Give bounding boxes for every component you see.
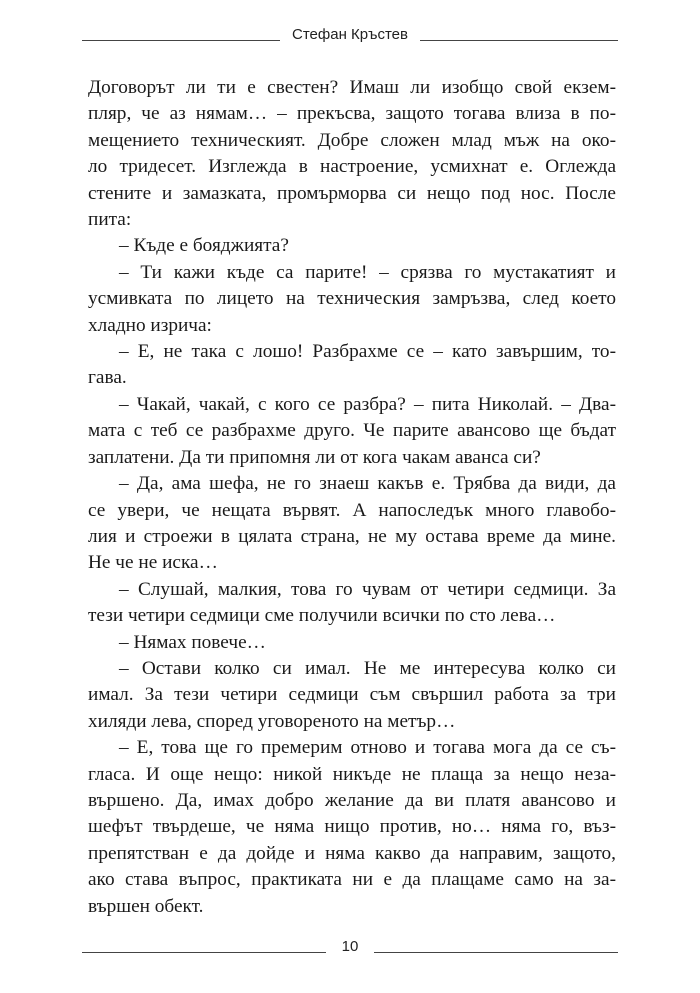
text-line: – Слушай, малкия, това го чувам от четири седмици. За — [119, 578, 616, 600]
text-line: – Е, това ще го премерим отново и тогава мога да се съ- — [119, 737, 616, 759]
running-header — [82, 22, 618, 46]
header-rule-right — [420, 40, 618, 41]
text-line: заплатени. Да ти припомня ли от кога чакам аванса си? — [88, 446, 541, 468]
header-author-name: Стефан Кръстев — [292, 25, 408, 43]
text-line: – Е, не така с лошо! Разбрахме се – като завършим, то- — [119, 341, 616, 363]
page-footer — [82, 934, 618, 958]
text-line: се увери, че нещата вървят. А напоследък много главобо- — [88, 499, 616, 521]
text-line: – Да, ама шефа, не го знаеш какъв е. Трябва да види, да — [119, 473, 616, 495]
text-line: гласа. И още нещо: никой никъде не плаща за нещо неза- — [88, 763, 616, 785]
text-line: – Нямах повече… — [119, 631, 266, 653]
footer-rule-left — [82, 952, 326, 953]
page-number: 10 — [341, 937, 359, 955]
text-line: мата с теб се разбрахме друго. Че парите авансово ще бъдат — [88, 420, 616, 442]
text-line: хладно изрича: — [88, 314, 212, 336]
text-line: – Остави колко си имал. Не ме интересува колко си — [119, 657, 616, 679]
text-line: стените и замазката, промърморва си нещо под нос. После — [88, 182, 616, 204]
text-line: пляр, че аз нямам… – прекъсва, защото тогава влиза в по- — [88, 103, 616, 125]
text-line: – Къде е бояджията? — [119, 235, 289, 257]
text-line: имал. За тези четири седмици съм свършил работа за три — [88, 684, 616, 706]
text-line: ако става въпрос, практиката ни е да плащаме само на за- — [88, 869, 616, 891]
text-line: мещението техническият. Добре сложен млад мъж на око- — [88, 129, 616, 151]
text-line: усмивката по лицето на техническия замръзва, след което — [88, 288, 616, 310]
text-line: гава. — [88, 367, 127, 389]
text-line: пита: — [88, 209, 132, 231]
text-line: Договорът ли ти е свестен? Имаш ли изобщо свой екзем- — [88, 77, 616, 98]
text-line: тези четири седмици сме получили всички по сто лева… — [88, 605, 556, 627]
text-line: препятстван е да дойде и няма какво да направим, защото, — [88, 842, 616, 864]
text-line: – Ти кажи къде са парите! – срязва го мустакатият и — [119, 261, 616, 283]
text-line: вършено. Да, имах добро желание да ви платя авансово и — [88, 789, 616, 811]
text-line: лия и строежи в цялата страна, не му остава време да мине. — [88, 525, 616, 547]
page-body-text — [88, 75, 616, 920]
footer-rule-right — [374, 952, 618, 953]
text-line: ло тридесет. Изглежда в настроение, усмихнат е. Оглежда — [88, 156, 616, 178]
text-line: Не че не иска… — [88, 552, 218, 574]
text-line: хиляди лева, според уговореното на метър… — [88, 710, 456, 732]
text-line: – Чакай, чакай, с кого се разбра? – пита Николай. – Два- — [119, 393, 616, 415]
text-line: вършен обект. — [88, 895, 204, 917]
text-line: шефът твърдеше, че няма нищо против, но… няма го, въз- — [88, 816, 616, 838]
header-rule-left — [82, 40, 280, 41]
